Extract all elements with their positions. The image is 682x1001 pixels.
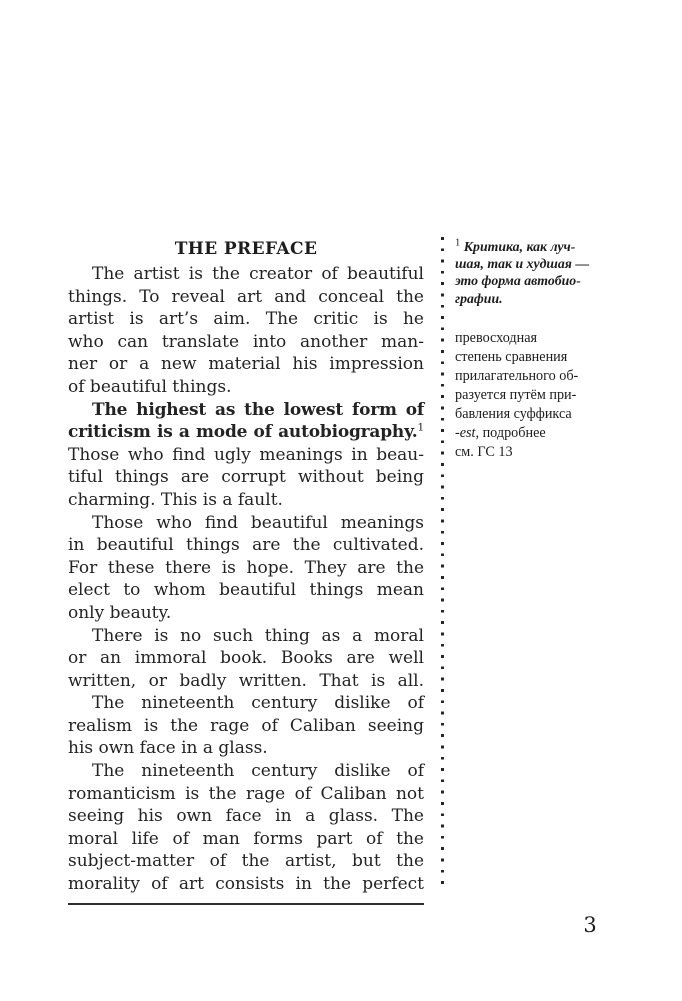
text-line: who can translate into another man- — [68, 331, 424, 352]
text-line: -est, подробнее — [455, 424, 546, 441]
text-line: seeing his own face in a glass. The — [68, 806, 424, 827]
text-line: ner or a new material his impression — [68, 354, 424, 375]
text-line: only beauty. — [68, 602, 172, 623]
text-line: in beautiful things are the cultivated. — [68, 535, 424, 556]
text-line: шая, так и худшая — — [455, 256, 590, 272]
text-line: The artist is the creator of beautiful — [92, 264, 424, 284]
grammar-note — [455, 329, 631, 462]
text-line: moral life of man forms part of the — [68, 828, 424, 849]
text-line: morality of art consists in the perfect — [68, 874, 424, 895]
text-line: subject-matter of the artist, but the — [68, 851, 424, 872]
text-line: степень сравнения — [455, 348, 568, 365]
text-line: см. ГС 13 — [455, 443, 513, 460]
text-line: For these there is hope. They are the — [68, 557, 424, 578]
main-text-column — [68, 237, 424, 896]
text-line: There is no such thing as a moral — [92, 625, 424, 646]
paragraph — [68, 692, 424, 760]
footnote-reference: 1 — [417, 421, 424, 434]
text-line: The highest as the lowest form of — [92, 399, 424, 420]
text-line: прилагательного об- — [455, 367, 579, 384]
text-line: artist is art’s aim. The critic is he — [68, 309, 424, 330]
text-line: realism is the rage of Caliban seeing — [68, 715, 424, 736]
text-line: графии. — [455, 290, 503, 306]
body-paragraphs — [68, 263, 424, 896]
footnote-marker: 1 — [455, 237, 461, 249]
dotted-divider — [441, 237, 444, 892]
text-line: превосходная — [455, 329, 538, 346]
paragraph — [68, 263, 424, 399]
text-line: criticism is a mode of autobiography.$^1$ — [68, 421, 424, 443]
text-line: это форма автобио- — [455, 273, 581, 289]
margin-notes-column — [455, 238, 631, 462]
text-line: charming. This is a fault. — [68, 489, 283, 510]
text-line: or an immoral book. Books are well — [68, 648, 424, 669]
suffix-term: -est — [455, 424, 476, 441]
text-line: his own face in a glass. — [68, 738, 268, 759]
footnote-rule — [68, 903, 424, 905]
paragraph — [68, 625, 424, 693]
text-line: The nineteenth century dislike of — [92, 693, 424, 714]
page-number: 3 — [583, 913, 597, 937]
text-line: written, or badly written. That is all. — [68, 670, 424, 691]
page-title: THE PREFACE — [174, 239, 318, 259]
text-line: Those who find ugly meanings in beau- — [68, 444, 424, 465]
text-line: The nineteenth century dislike of — [92, 761, 424, 782]
text-line: разуется путём при- — [455, 386, 577, 403]
text-line: elect to whom beautiful things mean — [68, 580, 424, 601]
text-line: things. To reveal art and conceal the — [68, 286, 424, 307]
text-line: Those who find beautiful meanings — [92, 512, 424, 533]
text-line: romanticism is the rage of Caliban not — [68, 783, 424, 804]
text-line: of beautiful things. — [68, 376, 232, 397]
paragraph — [68, 512, 424, 625]
paragraph — [68, 399, 424, 512]
text-line: бавления суффикса — [455, 405, 572, 422]
paragraph — [68, 760, 424, 896]
text-line: tiful things are corrupt without being — [68, 467, 424, 488]
text-line: $^1$ Критика, как луч- — [455, 237, 576, 254]
footnote-translation — [455, 238, 631, 307]
